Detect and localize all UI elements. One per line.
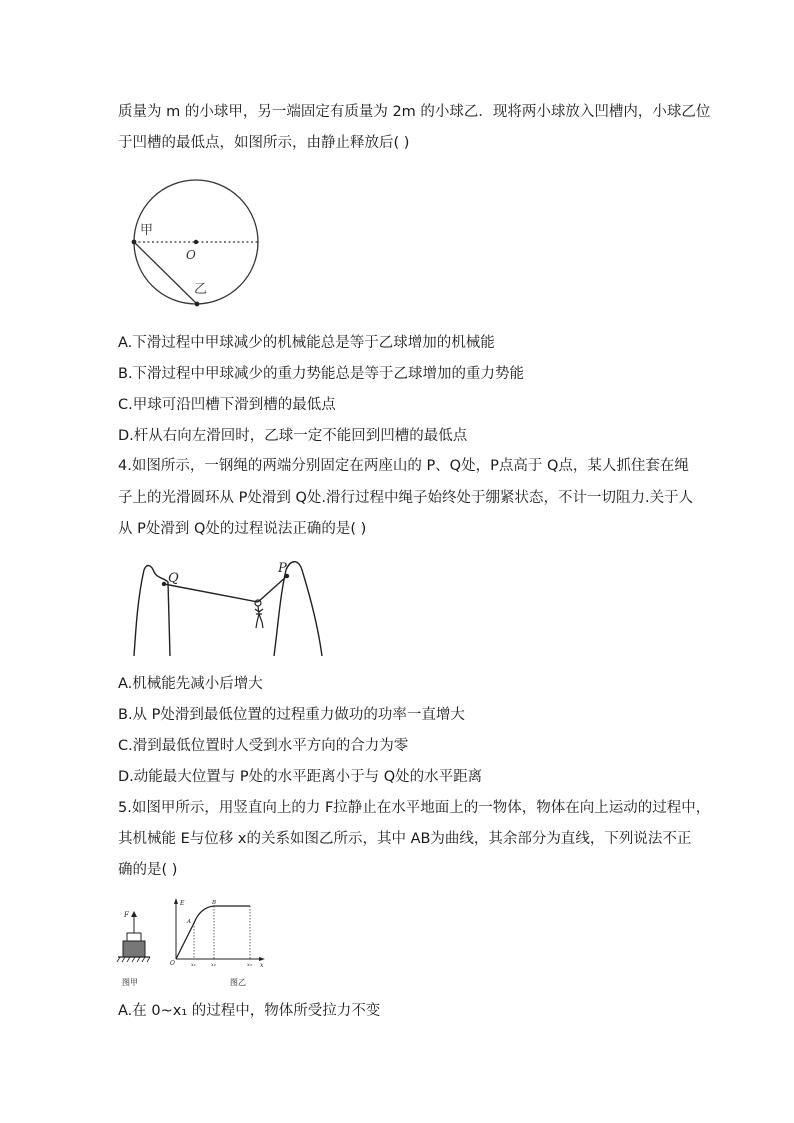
groove-figure <box>128 176 264 310</box>
option-3c: C.甲球可沿凹槽下滑到槽的最低点 <box>118 397 336 413</box>
ground-hatch <box>117 957 150 962</box>
option-4d: D.动能最大位置与 P处的水平距离小于与 Q处的水平距离 <box>118 769 483 785</box>
force-arrow-head <box>131 911 137 917</box>
option-5a: A.在 0~x₁ 的过程中，物体所受拉力不变 <box>118 1003 381 1019</box>
ring <box>255 600 261 606</box>
rope-q-ring <box>164 584 258 602</box>
caption-left: 图甲 <box>122 978 138 987</box>
text-line-1: 质量为 m 的小球甲，另一端固定有质量为 2m 的小球乙．现将两小球放入凹槽内，小球乙位 <box>118 104 711 120</box>
energy-curve <box>176 906 250 959</box>
label-yi: 乙 <box>194 282 208 297</box>
label-p: P <box>278 561 287 576</box>
label-q: Q <box>168 571 179 586</box>
label-jia: 甲 <box>140 223 154 238</box>
mountain-rope-figure <box>128 556 328 660</box>
label-o: O <box>186 248 196 262</box>
ball-yi <box>195 302 200 307</box>
label-o: O <box>170 960 175 967</box>
tick-x2: x₂ <box>211 962 216 968</box>
label-f: F <box>124 911 129 919</box>
ball-jia <box>132 240 137 245</box>
question-5-line-3: 确的是( ) <box>118 862 178 878</box>
label-b: B <box>212 900 217 906</box>
label-e: E <box>180 900 185 907</box>
energy-figure <box>114 893 274 991</box>
hanging-person <box>255 606 263 628</box>
question-4-line-3: 从 P处滑到 Q处的过程说法正确的是( ) <box>118 521 367 537</box>
tick-x1: x₁ <box>191 962 196 968</box>
question-5-line-2: 其机械能 E与位移 x的关系如图乙所示，其中 AB为曲线，其余部分为直线，下列说法不正 <box>118 831 692 847</box>
label-x: x <box>260 962 264 969</box>
question-4-line-1: 4.如图所示，一钢绳的两端分别固定在两座山的 P、Q处，P点高于 Q点，某人抓住套在绳 <box>118 458 689 474</box>
label-a: A <box>187 919 191 925</box>
question-5-line-1: 5.如图甲所示，用竖直向上的力 F拉静止在水平地面上的一物体，物体在向上运动的过程中， <box>118 800 711 816</box>
point-q <box>162 582 166 586</box>
block-top <box>127 933 141 941</box>
question-4-line-2: 子上的光滑圆环从 P处滑到 Q处.滑行过程中绳子始终处于绷紧状态，不计一切阻力.关于人 <box>118 490 694 506</box>
text-line-2: 于凹槽的最低点，如图所示，由静止释放后( ) <box>118 135 410 151</box>
x-axis-head <box>259 957 265 961</box>
y-axis-head <box>174 898 178 904</box>
option-3d: D.杆从右向左滑回时，乙球一定不能回到凹槽的最低点 <box>118 428 468 444</box>
block <box>123 941 145 957</box>
center-point <box>194 240 198 244</box>
option-4b: B.从 P处滑到最低位置的过程重力做功的功率一直增大 <box>118 707 465 723</box>
option-3a: A.下滑过程中甲球减少的机械能总是等于乙球增加的机械能 <box>118 335 495 351</box>
option-4c: C.滑到最低位置时人受到水平方向的合力为零 <box>118 738 409 754</box>
option-3b: B.下滑过程中甲球减少的重力势能总是等于乙球增加的重力势能 <box>118 366 525 382</box>
left-mountain <box>134 566 170 656</box>
option-4a: A.机械能先减小后增大 <box>118 676 263 692</box>
caption-right: 图乙 <box>230 978 246 987</box>
tick-x3: x₃ <box>247 962 252 968</box>
